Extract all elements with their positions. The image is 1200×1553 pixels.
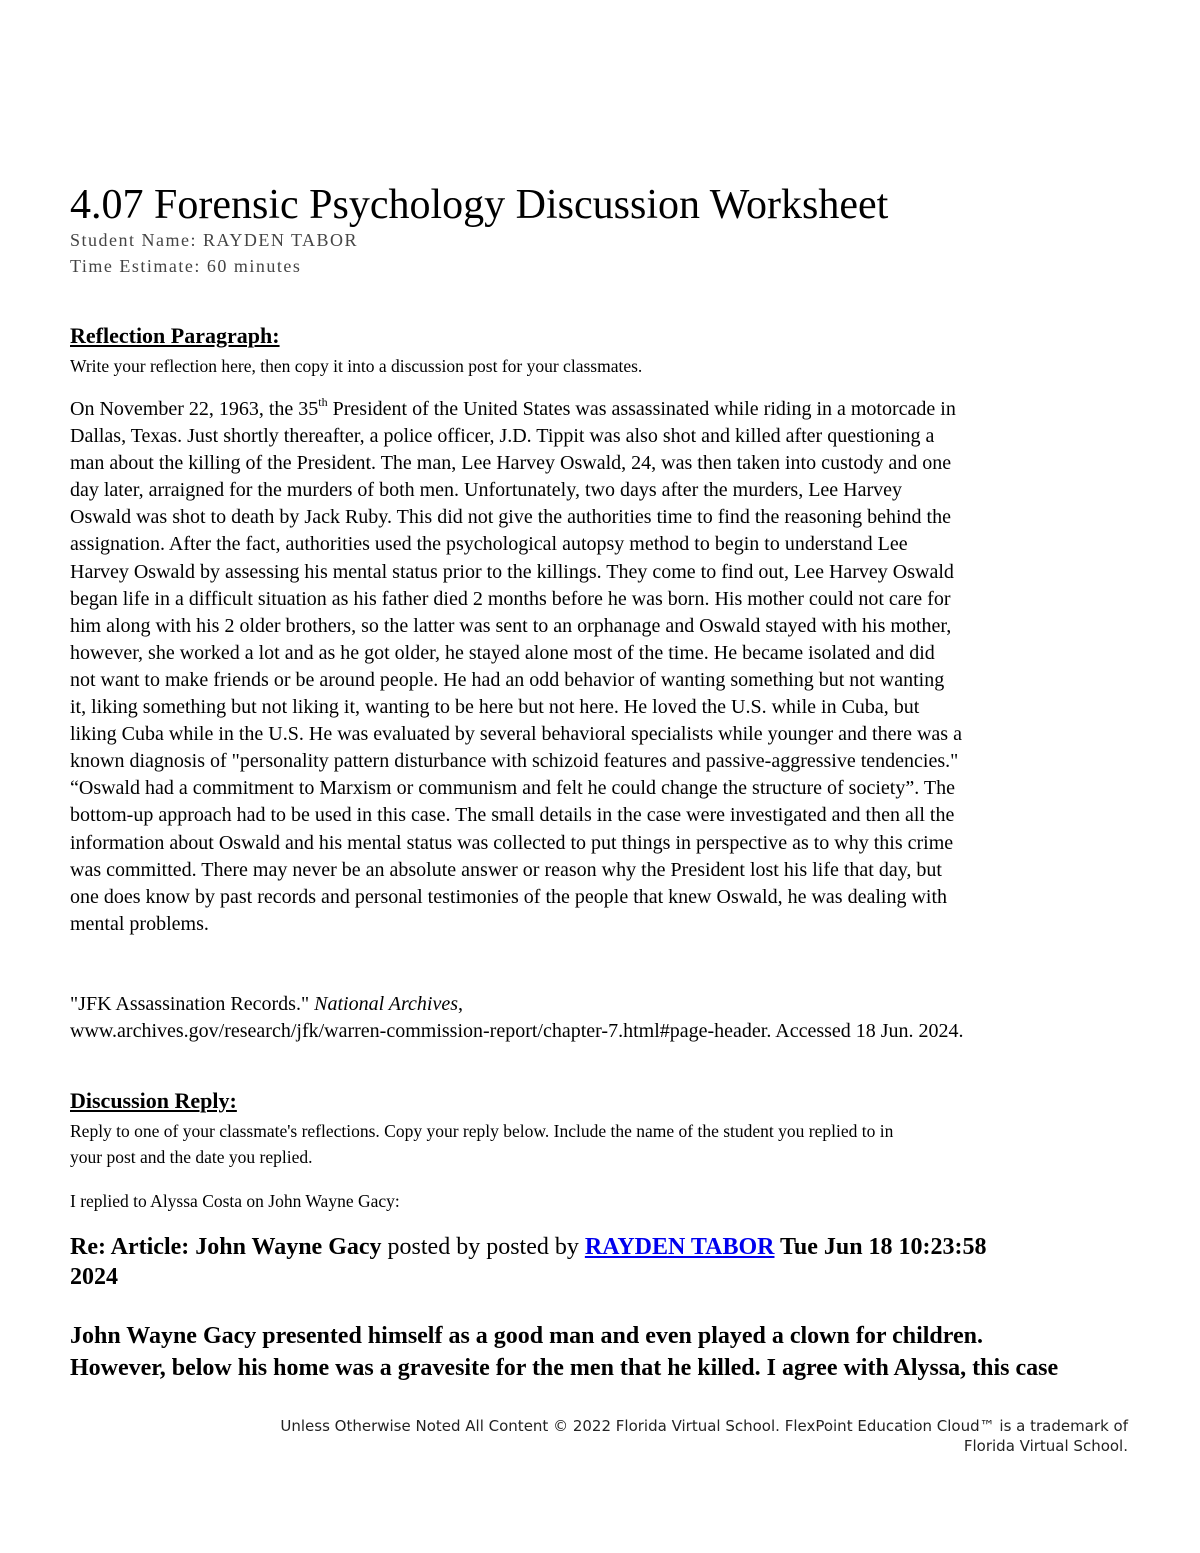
reflection-instructions: Write your reflection here, then copy it into a discussion post for your classmates. [70, 356, 643, 376]
ordinal-superscript: th [318, 395, 328, 410]
discussion-instructions: Reply to one of your classmate's reflections. Copy your reply below. Include the name of the student you replied to in your post and the date you replied. [70, 1121, 894, 1167]
essay-line: day later, arraigned for the murders of both men. Unfortunately, two days after the murders, Lee Harvey [70, 479, 903, 502]
post-body-line: However, below his home was a gravesite for the men that he killed. I agree with Alyssa, this case [70, 1355, 1059, 1381]
author-link[interactable]: RAYDEN TABOR [584, 1234, 775, 1260]
essay-line: Oswald was shot to death by Jack Ruby. This did not give the authorities time to find the reasoning behind the [70, 506, 951, 529]
essay-line: one does know by past records and personal testimonies of the people that knew Oswald, he was dealing with [70, 885, 948, 908]
footer-copyright: Unless Otherwise Noted All Content © 2022 Florida Virtual School. FlexPoint Education Cloud™ is a trademark of Florida Virtual School. [280, 1417, 1128, 1455]
worksheet-title: 4.07 Forensic Psychology Discussion Worksheet [70, 182, 889, 228]
post-date: Tue Jun 18 10:23:58 [774, 1234, 987, 1260]
student-name: Student Name: RAYDEN TABOR [70, 230, 359, 250]
citation [70, 991, 964, 1045]
time-estimate: Time Estimate: 60 minutes [70, 256, 302, 276]
reflection-heading: Reflection Paragraph: [70, 323, 280, 348]
essay-line: Dallas, Texas. Just shortly thereafter, a police officer, J.D. Tippit was also shot and killed after questioning a [70, 425, 935, 448]
essay-line: him along with his 2 older brothers, so the latter was sent to an orphanage and Oswald stayed with his mother, [70, 614, 952, 637]
essay-line: was committed. There may never be an absolute answer or reason why the President lost his life that day, but [70, 858, 942, 881]
post-header: Re: Article: John Wayne Gacy posted by posted by RAYDEN TABOR Tue Jun 18 10:23:58 2024 [70, 1234, 987, 1290]
essay-line: information about Oswald and his mental status was collected to put things in perspective as to why this crime [70, 831, 954, 854]
essay-line: liking Cuba while in the U.S. He was evaluated by several behavioral specialists while younger and there was a [70, 723, 962, 746]
post-body [70, 1320, 1058, 1384]
essay-line: “Oswald had a commitment to Marxism or communism and felt he could change the structure of society”. The [70, 777, 955, 800]
essay-line: man about the killing of the President. The man, Lee Harvey Oswald, 24, was then taken into custody and one [70, 452, 952, 475]
essay-line: bottom-up approach had to be used in this case. The small details in the case were investigated and then all the [70, 804, 955, 827]
post-subject: Re: Article: John Wayne Gacy [70, 1234, 382, 1260]
reflection-paragraph [70, 396, 962, 938]
essay-line: Harvey Oswald by assessing his mental status prior to the killings. They come to find out, Lee Harvey Oswald [70, 560, 954, 583]
essay-line: mental problems. [70, 912, 209, 935]
essay-line: assignation. After the fact, authorities used the psychological autopsy method to begin to understand Lee [70, 533, 908, 556]
citation-source: National Archives [314, 993, 459, 1015]
essay-line: began life in a difficult situation as his father died 2 months before he was born. His mother could not care for [70, 587, 951, 610]
citation-line: "JFK Assassination Records." National Archives, [70, 993, 464, 1015]
essay-line: not want to make friends or be around people. He had an odd behavior of wanting something but not wanting [70, 668, 945, 691]
replied-to-text: I replied to Alyssa Costa on John Wayne Gacy: [70, 1191, 400, 1211]
essay-line: however, she worked a lot and as he got older, he stayed alone most of the time. He became isolated and did [70, 641, 935, 664]
citation-url-line: www.archives.gov/research/jfk/warren-commission-report/chapter-7.html#page-header. Accessed 18 Jun. 2024. [70, 1020, 964, 1042]
discussion-heading: Discussion Reply: [70, 1088, 237, 1113]
essay-line: On November 22, 1963, the 35th President of the United States was assassinated while riding in a motorcade in [70, 395, 956, 420]
essay-line: known diagnosis of "personality pattern disturbance with schizoid features and passive-aggressive tendencies." [70, 750, 959, 773]
essay-line: it, liking something but not liking it, wanting to be here but not here. He loved the U.S. while in Cuba, but [70, 696, 920, 719]
post-body-line: John Wayne Gacy presented himself as a good man and even played a clown for children. [70, 1323, 983, 1349]
